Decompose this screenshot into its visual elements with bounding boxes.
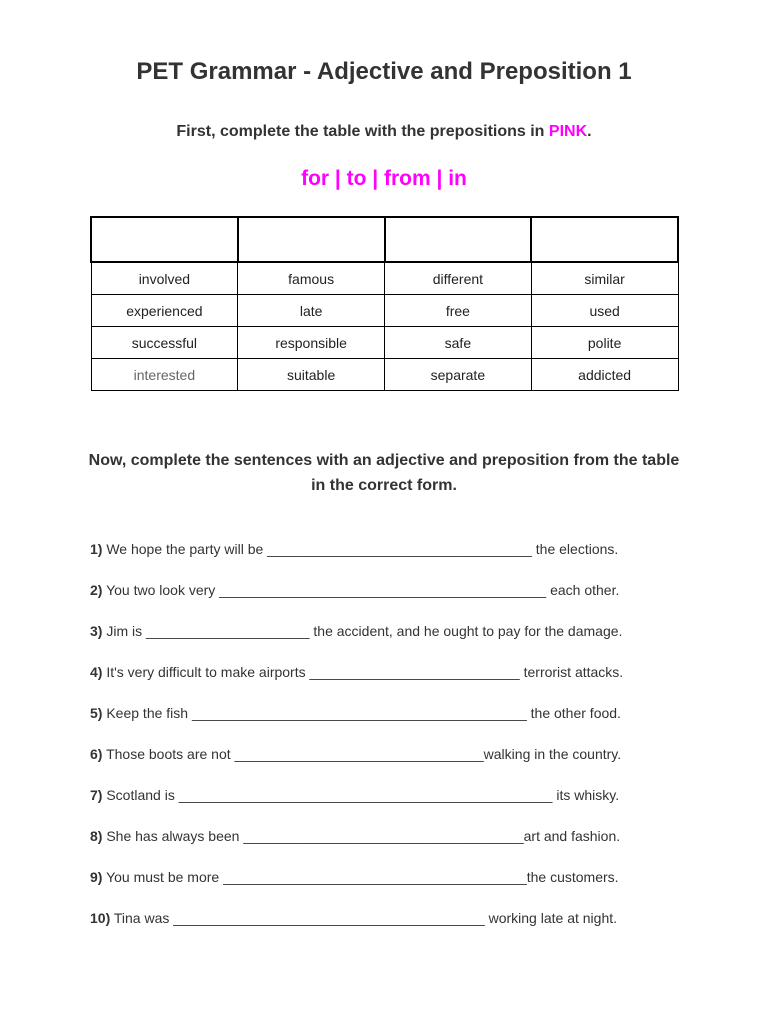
sentence-number: 4): [90, 664, 103, 680]
sentence-number: 9): [90, 869, 103, 885]
adjective-table: [90, 216, 679, 391]
table-cell: similar: [531, 262, 678, 295]
table-row: [91, 295, 678, 327]
sentence-item: [90, 538, 680, 579]
header-cell-blank[interactable]: [385, 217, 532, 262]
table-cell: safe: [385, 327, 532, 359]
sentence-item: [90, 702, 680, 743]
table-cell: separate: [385, 359, 532, 391]
sentence-text: It's very difficult to make airports ___________________________ terrorist attacks.: [102, 664, 624, 680]
sentence-item: [90, 825, 680, 866]
instruction-prefix: First, complete the table with the prepositions in: [176, 123, 549, 140]
sentence-item: [90, 784, 680, 825]
sentence-number: 3): [90, 623, 103, 639]
sentence-text: Tina was ________________________________________ working late at night.: [110, 910, 618, 926]
sentence-item: [90, 907, 680, 948]
sentence-number: 5): [90, 705, 103, 721]
sentence-text: We hope the party will be __________________________________ the elections.: [102, 541, 619, 557]
sentence-number: 8): [90, 828, 103, 844]
table-header-row: [91, 217, 678, 262]
table-row: [91, 327, 678, 359]
sentence-text: Keep the fish ___________________________________________ the other food.: [102, 705, 621, 721]
sentence-number: 7): [90, 787, 103, 803]
sentence-text: You must be more _______________________________________the customers.: [102, 869, 619, 885]
sentence-item: [90, 620, 680, 661]
table-cell: famous: [238, 262, 385, 295]
sentence-number: 10): [90, 910, 111, 926]
table-row: [91, 359, 678, 391]
sentence-text: You two look very __________________________________________ each other.: [102, 582, 620, 598]
table-cell: responsible: [238, 327, 385, 359]
sentence-number: 2): [90, 582, 103, 598]
table-cell: late: [238, 295, 385, 327]
table-cell: used: [531, 295, 678, 327]
sentence-item: [90, 579, 680, 620]
sentence-number: 1): [90, 541, 103, 557]
table-cell: interested: [91, 359, 238, 391]
sentence-text: She has always been ____________________________________art and fashion.: [102, 828, 621, 844]
sentence-text: Jim is _____________________ the accident, and he ought to pay for the damage.: [102, 623, 623, 639]
table-cell: experienced: [91, 295, 238, 327]
page-title: PET Grammar - Adjective and Preposition 1: [136, 58, 632, 85]
instruction-suffix: .: [587, 123, 592, 140]
table-cell: addicted: [531, 359, 678, 391]
sentence-text: Scotland is ________________________________________________ its whisky.: [102, 787, 620, 803]
table-cell: involved: [91, 262, 238, 295]
sentences-instruction: Now, complete the sentences with an adjective and preposition from the table in the correct form.: [88, 452, 680, 494]
sentence-item: [90, 866, 680, 907]
header-cell-blank[interactable]: [91, 217, 238, 262]
sentence-item: [90, 743, 680, 784]
table-cell: polite: [531, 327, 678, 359]
table-cell: successful: [91, 327, 238, 359]
table-cell: suitable: [238, 359, 385, 391]
header-cell-blank[interactable]: [531, 217, 678, 262]
sentence-list: [90, 538, 680, 948]
prepositions-list: for | to | from | in: [301, 167, 467, 190]
table-cell: free: [385, 295, 532, 327]
instruction-highlight: PINK: [548, 123, 588, 140]
sentence-number: 6): [90, 746, 103, 762]
table-instruction: [0, 123, 768, 141]
table-row: [91, 262, 678, 295]
header-cell-blank[interactable]: [238, 217, 385, 262]
sentence-text: Those boots are not ________________________________walking in the country.: [102, 746, 622, 762]
table-cell: different: [385, 262, 532, 295]
sentence-item: [90, 661, 680, 702]
